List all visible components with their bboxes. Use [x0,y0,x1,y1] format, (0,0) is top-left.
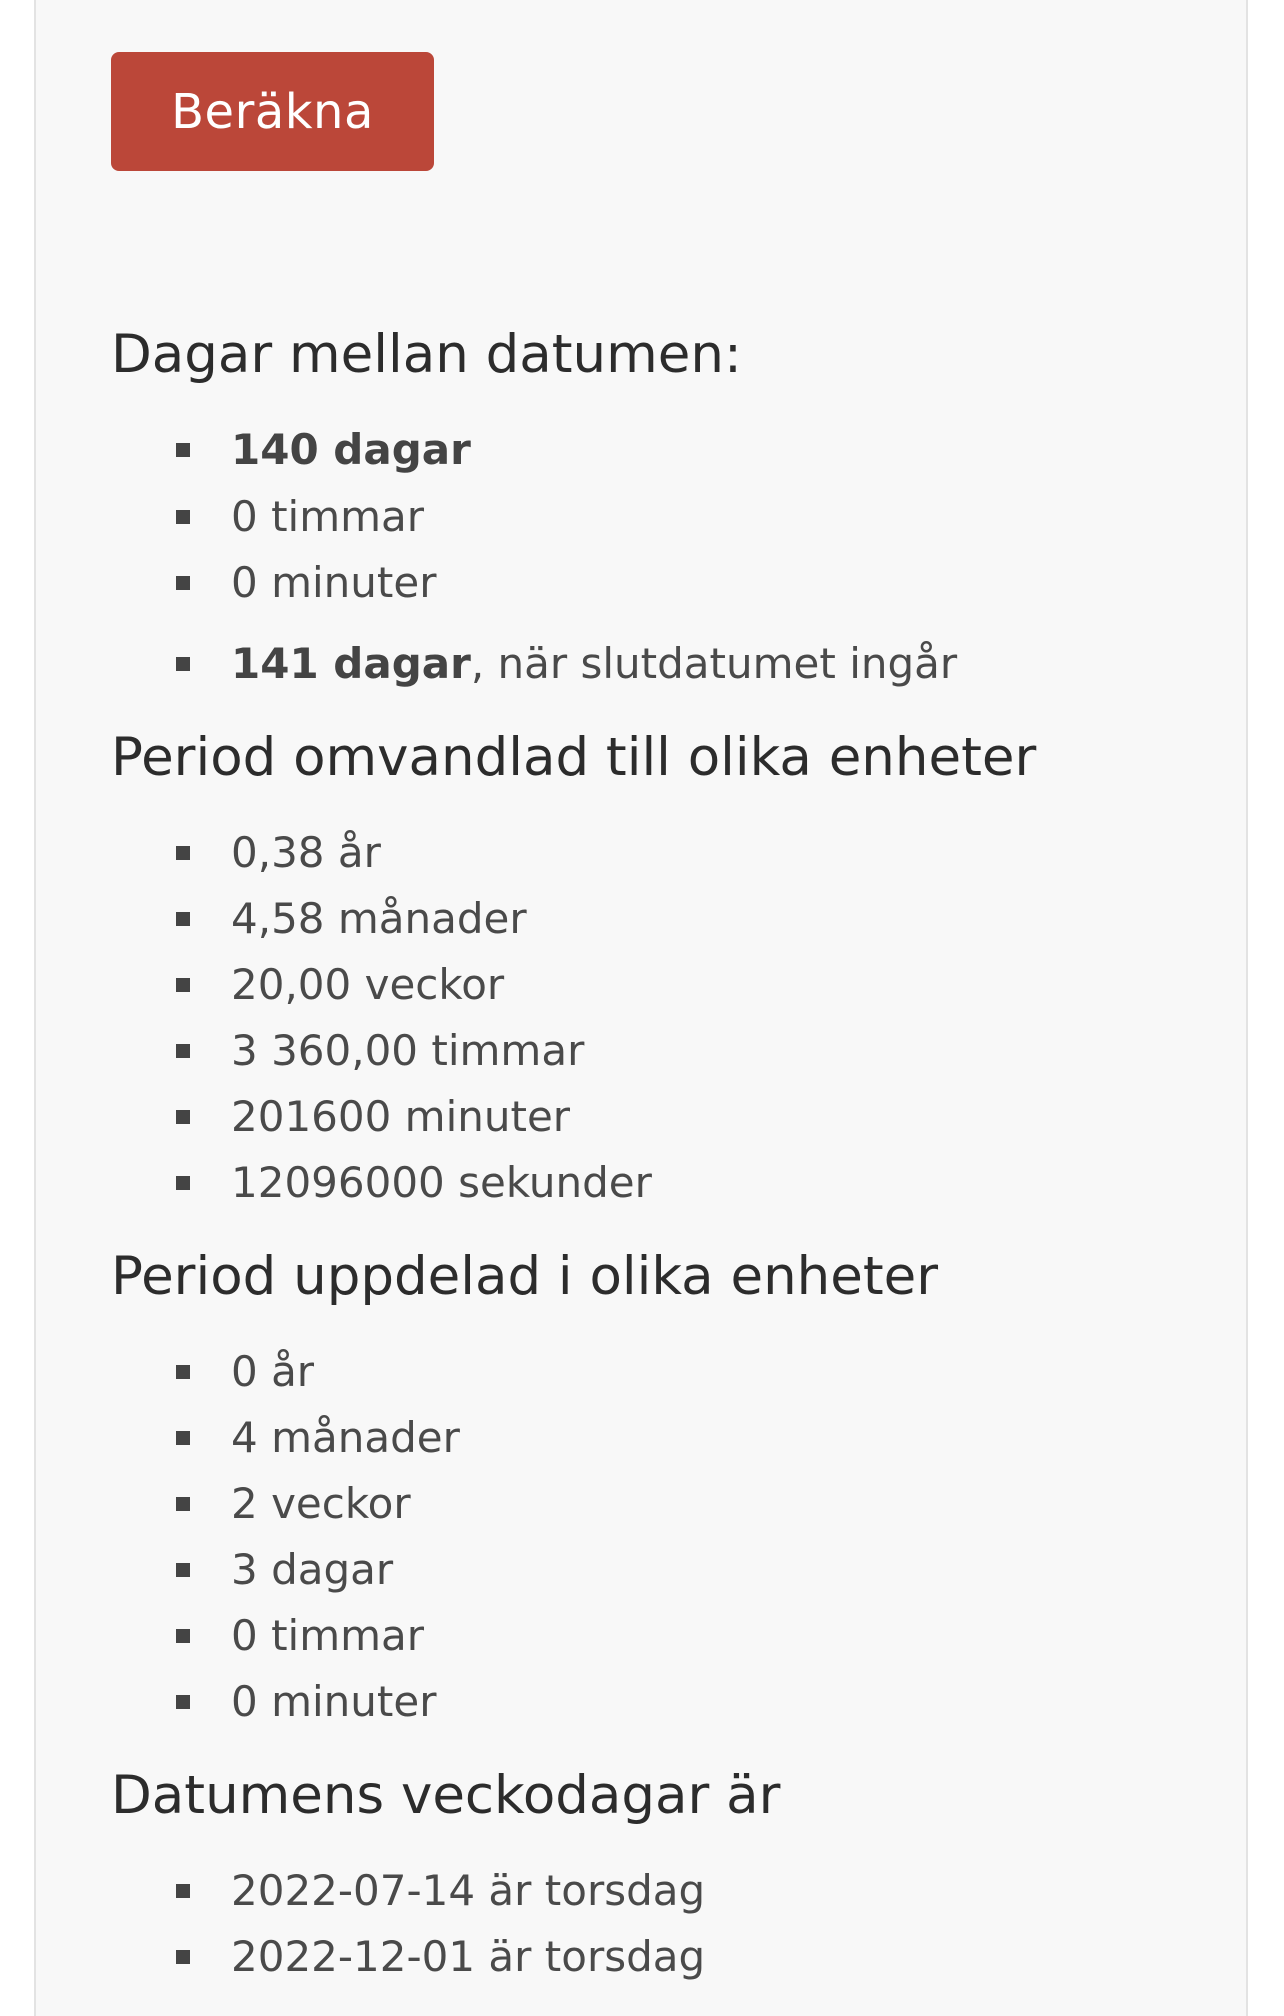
calculate-button[interactable]: Beräkna [111,52,434,171]
list-item-text: 0 minuter [231,1677,437,1726]
bullet-icon [176,1176,190,1190]
list-item-text: 3 dagar [231,1545,394,1594]
list-item-text: 2022-07-14 är torsdag [231,1866,706,1915]
list-item-text: 201600 minuter [231,1092,571,1141]
bullet-icon [176,510,190,524]
section-heading-converted: Period omvandlad till olika enheter [111,727,1037,788]
bullet-icon [176,1563,190,1577]
bullet-icon [176,1365,190,1379]
bullet-icon [176,1431,190,1445]
bullet-icon [176,1884,190,1898]
list-item-text: 12096000 sekunder [231,1158,652,1207]
list-item [176,1479,411,1528]
list-item [176,1545,394,1594]
bullet-icon [176,912,190,926]
list-item-text: 3 360,00 timmar [231,1026,585,1075]
bullet-icon [176,443,190,457]
bullet-icon [176,1110,190,1124]
list-item [176,1932,706,1981]
section-heading-days-between: Dagar mellan datumen: [111,324,742,385]
list-item-text: 20,00 veckor [231,960,505,1009]
list-item-text: 0,38 år [231,828,381,877]
list-item [176,960,505,1009]
bullet-icon [176,1950,190,1964]
list-item-text: , när slutdatumet ingår [470,639,958,688]
bullet-icon [176,846,190,860]
list-item [176,558,437,607]
list-item-text: 0 timmar [231,1611,425,1660]
list-item-text: 2 veckor [231,1479,411,1528]
list-item-bold: 140 dagar [231,425,471,474]
list-item [176,492,425,541]
bullet-icon [176,1695,190,1709]
list-item-text: 0 minuter [231,558,437,607]
section-heading-breakdown: Period uppdelad i olika enheter [111,1246,939,1307]
list-item-text: 4 månader [231,1413,460,1462]
list-item-text: 0 år [231,1347,315,1396]
list-item [176,639,958,688]
bullet-icon [176,1629,190,1643]
list-item [176,1611,425,1660]
list-item [176,1347,315,1396]
list-item [176,1158,652,1207]
list-item [176,1413,460,1462]
list-item-bold: 141 dagar [231,639,471,688]
list-item [176,425,471,474]
section-heading-weekdays: Datumens veckodagar är [111,1765,781,1826]
list-item [176,1026,585,1075]
list-item-text: 0 timmar [231,492,425,541]
list-item [176,828,381,877]
list-item [176,1866,706,1915]
list-item-text: 2022-12-01 är torsdag [231,1932,706,1981]
bullet-icon [176,978,190,992]
list-item [176,894,527,943]
list-item [176,1092,571,1141]
bullet-icon [176,657,190,671]
list-item [176,1677,437,1726]
bullet-icon [176,1044,190,1058]
bullet-icon [176,576,190,590]
list-item-text: 4,58 månader [231,894,527,943]
bullet-icon [176,1497,190,1511]
